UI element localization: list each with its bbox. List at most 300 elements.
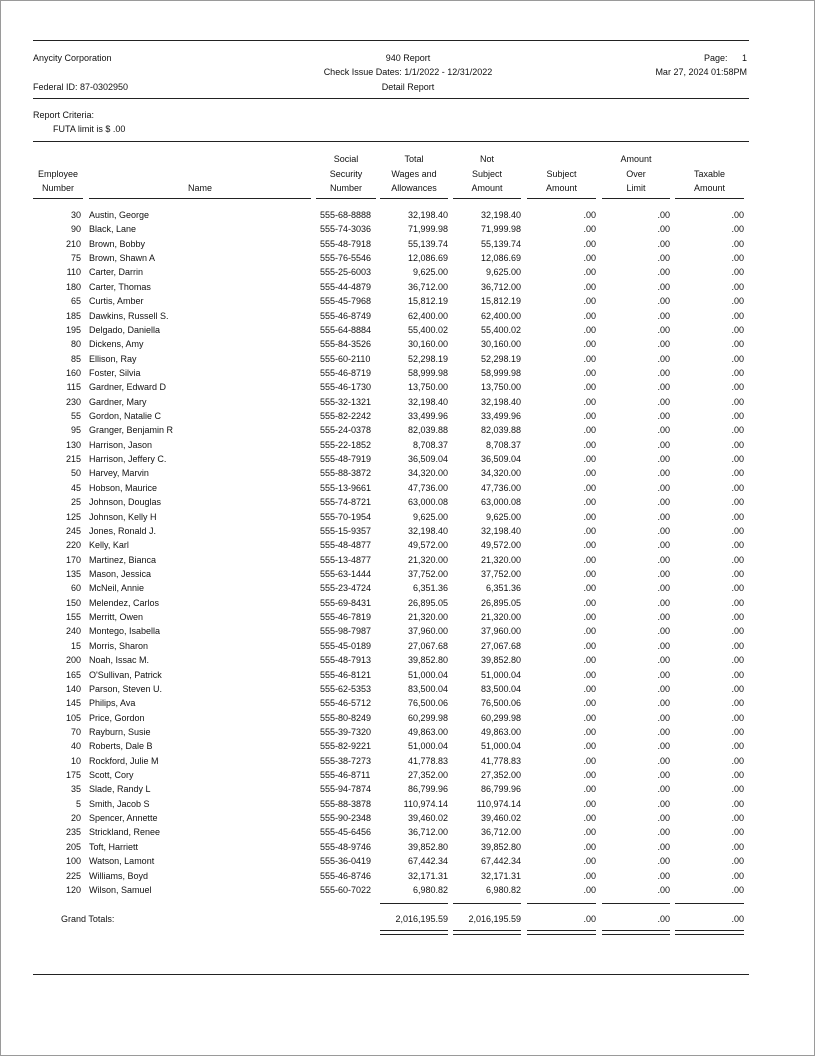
- taxable-amount: .00: [731, 798, 744, 809]
- total-wages: 8,708.37: [412, 439, 448, 450]
- total-wages: 6,980.82: [412, 884, 448, 895]
- not-subject-amount: 21,320.00: [480, 554, 521, 565]
- subject-amount: .00: [583, 382, 596, 393]
- header-total-wages: Total Wages and Allowances: [391, 154, 437, 193]
- table-row: [0, 353, 815, 367]
- table-row: [0, 496, 815, 510]
- employee-name: Morris, Sharon: [89, 640, 149, 651]
- employee-name: Harrison, Jeffery C.: [89, 454, 167, 465]
- page-number: 1: [741, 53, 747, 63]
- subject-amount: .00: [583, 568, 596, 579]
- total-wages: 51,000.04: [407, 669, 448, 680]
- subject-amount: .00: [583, 841, 596, 852]
- total-wages: 27,352.00: [407, 770, 448, 781]
- subject-amount: .00: [583, 813, 596, 824]
- ssn: 555-68-8888: [320, 210, 372, 220]
- ssn: 555-24-0378: [320, 425, 372, 436]
- ssn: 555-63-1444: [320, 568, 372, 579]
- amount-over-limit: .00: [657, 497, 670, 508]
- amount-over-limit: .00: [657, 827, 670, 838]
- table-row: [0, 238, 815, 252]
- header-name: Name: [187, 183, 212, 193]
- futa-limit: FUTA limit is $ .00: [53, 124, 126, 134]
- total-wages: 37,752.00: [407, 568, 448, 579]
- ssn: 555-80-8249: [320, 712, 372, 723]
- subject-amount: .00: [583, 482, 596, 493]
- total-wages-sum: 2,016,195.59: [395, 914, 448, 924]
- employee-number: 10: [70, 755, 81, 766]
- taxable-amount: .00: [731, 238, 744, 249]
- table-row: [0, 870, 815, 884]
- grand-totals-label: Grand Totals:: [61, 914, 115, 924]
- bottom-rule: [33, 974, 749, 975]
- table-row: [0, 381, 815, 395]
- employee-name: Wilson, Samuel: [89, 884, 152, 895]
- report-type: Detail Report: [381, 82, 435, 92]
- top-rule: [33, 40, 749, 41]
- not-subject-amount: 37,752.00: [480, 568, 521, 579]
- amount-over-limit: .00: [657, 698, 670, 709]
- total-double-rule: [675, 930, 744, 935]
- amount-over-limit: .00: [657, 770, 670, 781]
- total-wages: 63,000.08: [407, 497, 448, 508]
- amount-over-limit: .00: [657, 454, 670, 465]
- employee-name: Johnson, Kelly H: [89, 511, 157, 522]
- criteria-label: Report Criteria:: [33, 110, 95, 120]
- ssn: 555-39-7320: [320, 726, 372, 737]
- employee-name: Granger, Benjamin R: [89, 425, 174, 436]
- employee-table: [0, 209, 815, 898]
- total-wages: 15,812.19: [407, 296, 448, 307]
- employee-name: Strickland, Renee: [89, 827, 161, 838]
- not-subject-amount: 6,980.82: [485, 884, 521, 895]
- total-rule: [602, 903, 670, 904]
- subject-amount: .00: [583, 755, 596, 766]
- amount-over-limit: .00: [657, 224, 670, 235]
- ssn: 555-48-9746: [320, 841, 372, 852]
- employee-number: 135: [65, 568, 81, 579]
- employee-number: 40: [70, 741, 81, 752]
- amount-over-limit: .00: [657, 741, 670, 752]
- not-subject-amount: 67,442.34: [480, 856, 521, 867]
- employee-name: Rayburn, Susie: [89, 726, 151, 737]
- amount-over-limit: .00: [657, 482, 670, 493]
- amount-over-limit: .00: [657, 253, 670, 264]
- not-subject-amount: 60,299.98: [480, 712, 521, 723]
- taxable-amount: .00: [731, 267, 744, 278]
- employee-name: Black, Lane: [89, 224, 137, 235]
- total-wages: 34,320.00: [407, 468, 448, 479]
- employee-number: 15: [70, 640, 81, 651]
- employee-number: 175: [65, 770, 81, 781]
- amount-over-limit: .00: [657, 640, 670, 651]
- table-row: [0, 367, 815, 381]
- page-label: Page:: [704, 53, 728, 63]
- not-subject-amount: 9,625.00: [485, 267, 521, 278]
- employee-number: 230: [65, 396, 81, 407]
- employee-number: 140: [65, 683, 81, 694]
- report-title: 940 Report: [385, 53, 431, 63]
- total-double-rule: [527, 930, 596, 935]
- subject-amount: .00: [583, 425, 596, 436]
- employee-number: 240: [65, 626, 81, 637]
- employee-name: Dawkins, Russell S.: [89, 310, 169, 321]
- total-wages: 51,000.04: [407, 741, 448, 752]
- employee-number: 55: [70, 411, 81, 422]
- ssn: 555-25-6003: [320, 267, 372, 278]
- ssn: 555-84-3526: [320, 339, 372, 350]
- amount-over-limit: .00: [657, 583, 670, 594]
- ssn: 555-45-6456: [320, 827, 372, 838]
- ssn: 555-46-5712: [320, 698, 372, 709]
- not-subject-amount: 82,039.88: [480, 425, 521, 436]
- table-row: [0, 640, 815, 654]
- taxable-amount: .00: [731, 281, 744, 292]
- employee-number: 5: [75, 798, 81, 809]
- employee-name: Austin, George: [89, 210, 150, 220]
- amount-over-limit: .00: [657, 296, 670, 307]
- total-wages: 33,499.96: [407, 411, 448, 422]
- employee-name: O'Sullivan, Patrick: [89, 669, 162, 680]
- employee-name: Gardner, Edward D: [89, 382, 167, 393]
- employee-number: 170: [65, 554, 81, 565]
- ssn: 555-22-1852: [320, 439, 372, 450]
- employee-number: 75: [70, 253, 81, 264]
- employee-number: 155: [65, 612, 81, 623]
- employee-name: Curtis, Amber: [89, 296, 144, 307]
- employee-name: Montego, Isabella: [89, 626, 161, 637]
- total-wages: 27,067.68: [407, 640, 448, 651]
- subject-amount: .00: [583, 267, 596, 278]
- taxable-amount: .00: [731, 597, 744, 608]
- employee-number: 200: [65, 655, 81, 666]
- employee-number: 65: [70, 296, 81, 307]
- amount-over-limit: .00: [657, 468, 670, 479]
- taxable-amount: .00: [731, 770, 744, 781]
- not-subject-amount: 37,960.00: [480, 626, 521, 637]
- amount-over-limit: .00: [657, 525, 670, 536]
- taxable-amount: .00: [731, 339, 744, 350]
- ssn: 555-60-2110: [320, 353, 371, 364]
- taxable-amount: .00: [731, 583, 744, 594]
- not-subject-amount: 32,171.31: [480, 870, 521, 881]
- total-wages: 32,171.31: [407, 870, 448, 881]
- ssn: 555-13-9661: [320, 482, 372, 493]
- employee-number: 20: [70, 813, 81, 824]
- taxable-amount: .00: [731, 367, 744, 378]
- total-wages: 67,442.34: [407, 856, 448, 867]
- taxable-amount: .00: [731, 382, 744, 393]
- employee-number: 35: [70, 784, 81, 795]
- not-subject-amount: 71,999.98: [480, 224, 521, 235]
- employee-name: Roberts, Dale B: [89, 741, 153, 752]
- not-subject-amount: 30,160.00: [480, 339, 521, 350]
- employee-name: Foster, Silvia: [89, 367, 141, 378]
- total-wages: 36,712.00: [407, 281, 448, 292]
- subject-amount: .00: [583, 468, 596, 479]
- employee-name: Delgado, Daniella: [89, 324, 161, 335]
- not-subject-amount: 62,400.00: [480, 310, 521, 321]
- table-row: [0, 453, 815, 467]
- ssn: 555-23-4724: [320, 583, 372, 594]
- employee-name: Johnson, Douglas: [89, 497, 162, 508]
- table-row: [0, 439, 815, 453]
- amount-over-limit: .00: [657, 411, 670, 422]
- table-row: [0, 755, 815, 769]
- table-row: [0, 295, 815, 309]
- employee-number: 245: [65, 525, 81, 536]
- taxable-amount: .00: [731, 425, 744, 436]
- company-name: Anycity Corporation: [33, 53, 112, 63]
- ssn: 555-64-8884: [320, 324, 372, 335]
- date-range: Check Issue Dates: 1/1/2022 - 12/31/2022: [323, 67, 493, 77]
- table-row: [0, 568, 815, 582]
- ssn: 555-48-7918: [320, 238, 372, 249]
- ssn: 555-98-7987: [320, 626, 372, 637]
- total-wages: 76,500.06: [407, 698, 448, 709]
- employee-number: 125: [65, 511, 81, 522]
- taxable-amount: .00: [731, 698, 744, 709]
- table-row: [0, 769, 815, 783]
- subject-amount: .00: [583, 511, 596, 522]
- ssn: 555-69-8431: [320, 597, 372, 608]
- total-wages: 36,712.00: [407, 827, 448, 838]
- total-wages: 9,625.00: [412, 511, 448, 522]
- ssn: 555-82-2242: [320, 411, 372, 422]
- subject-amount: .00: [583, 253, 596, 264]
- total-wages: 86,799.96: [407, 784, 448, 795]
- ssn: 555-46-8746: [320, 870, 372, 881]
- total-wages: 26,895.05: [407, 597, 448, 608]
- amount-over-limit: .00: [657, 324, 670, 335]
- not-subject-amount: 58,999.98: [480, 367, 521, 378]
- not-subject-amount: 12,086.69: [480, 253, 521, 264]
- amount-over-limit: .00: [657, 884, 670, 895]
- employee-number: 90: [70, 224, 81, 235]
- criteria-rule: [33, 141, 749, 142]
- total-wages: 41,778.83: [407, 755, 448, 766]
- total-wages: 55,139.74: [407, 238, 448, 249]
- taxable-amount: .00: [731, 224, 744, 235]
- amount-over-limit: .00: [657, 712, 670, 723]
- employee-name: Toft, Harriett: [89, 841, 139, 852]
- total-wages: 60,299.98: [407, 712, 448, 723]
- ssn: 555-46-8749: [320, 310, 372, 321]
- header-ssn: Social Security Number: [329, 154, 363, 193]
- ssn: 555-74-8721: [320, 497, 372, 508]
- federal-id: Federal ID: 87-0302950: [33, 82, 129, 92]
- ssn: 555-36-0419: [320, 856, 372, 867]
- total-wages: 39,460.02: [407, 813, 448, 824]
- run-datetime: Mar 27, 2024 01:58PM: [655, 67, 747, 77]
- employee-number: 160: [65, 367, 81, 378]
- total-wages: 83,500.04: [407, 683, 448, 694]
- amount-over-limit: .00: [657, 798, 670, 809]
- ssn: 555-74-3036: [320, 224, 372, 235]
- employee-name: Rockford, Julie M: [89, 755, 159, 766]
- subject-amount: .00: [583, 640, 596, 651]
- table-row: [0, 597, 815, 611]
- amount-over-limit: .00: [657, 597, 670, 608]
- table-row: [0, 554, 815, 568]
- employee-number: 100: [65, 856, 81, 867]
- employee-name: Hobson, Maurice: [89, 482, 158, 493]
- employee-name: Melendez, Carlos: [89, 597, 160, 608]
- total-wages: 39,852.80: [407, 655, 448, 666]
- amount-over-limit: .00: [657, 856, 670, 867]
- amount-over-limit: .00: [657, 626, 670, 637]
- employee-number: 220: [65, 540, 81, 551]
- not-subject-amount: 27,067.68: [480, 640, 521, 651]
- total-wages: 47,736.00: [407, 482, 448, 493]
- employee-number: 225: [65, 870, 81, 881]
- table-row: [0, 209, 815, 223]
- taxable-amount: .00: [731, 468, 744, 479]
- total-double-rule: [602, 930, 670, 935]
- taxable-amount: .00: [731, 870, 744, 881]
- total-wages: 6,351.36: [412, 583, 448, 594]
- header-subject: Subject Amount: [545, 168, 578, 193]
- taxable-amount: .00: [731, 497, 744, 508]
- subject-amount: .00: [583, 439, 596, 450]
- total-wages: 21,320.00: [407, 554, 448, 565]
- employee-name: Mason, Jessica: [89, 568, 152, 579]
- employee-number: 80: [70, 339, 81, 350]
- ssn: 555-88-3878: [320, 798, 372, 809]
- taxable-amount: .00: [731, 482, 744, 493]
- subject-amount: .00: [583, 626, 596, 637]
- not-subject-amount: 32,198.40: [480, 525, 521, 536]
- amount-over-limit: .00: [657, 841, 670, 852]
- total-wages: 49,572.00: [407, 540, 448, 551]
- not-subject-amount: 86,799.96: [480, 784, 521, 795]
- not-subject-amount: 33,499.96: [480, 411, 521, 422]
- employee-name: Parson, Steven U.: [89, 683, 163, 694]
- employee-number: 215: [65, 454, 81, 465]
- ssn: 555-46-8711: [320, 770, 371, 781]
- subject-amount: .00: [583, 540, 596, 551]
- taxable-amount: .00: [731, 755, 744, 766]
- not-subject-amount: 32,198.40: [480, 210, 521, 220]
- total-wages: 62,400.00: [407, 310, 448, 321]
- taxable-amount: .00: [731, 525, 744, 536]
- table-row: [0, 396, 815, 410]
- total-wages: 71,999.98: [407, 224, 448, 235]
- ssn: 555-46-8121: [320, 669, 372, 680]
- not-subject-amount: 47,736.00: [480, 482, 521, 493]
- taxable-amount: .00: [731, 439, 744, 450]
- employee-number: 195: [65, 324, 81, 335]
- employee-number: 110: [66, 267, 81, 278]
- not-subject-amount: 6,351.36: [485, 583, 521, 594]
- table-row: [0, 726, 815, 740]
- amount-over-limit: .00: [657, 813, 670, 824]
- not-subject-amount: 34,320.00: [480, 468, 521, 479]
- taxable-amount: .00: [731, 554, 744, 565]
- ssn: 555-38-7273: [320, 755, 372, 766]
- table-row: [0, 582, 815, 596]
- table-row: [0, 252, 815, 266]
- not-subject-amount: 55,139.74: [480, 238, 521, 249]
- employee-name: Gordon, Natalie C: [89, 411, 162, 422]
- total-wages: 110,974.14: [403, 798, 448, 809]
- employee-number: 115: [66, 382, 81, 393]
- subject-amount: .00: [583, 525, 596, 536]
- employee-number: 205: [65, 841, 81, 852]
- employee-number: 180: [65, 281, 81, 292]
- header-underline: [33, 198, 83, 199]
- total-rule: [380, 903, 448, 904]
- taxable-amount: .00: [731, 411, 744, 422]
- total-double-rule: [453, 930, 521, 935]
- total-wages: 58,999.98: [407, 367, 448, 378]
- amount-over-limit: .00: [657, 425, 670, 436]
- subject-amount: .00: [583, 856, 596, 867]
- subject-amount: .00: [583, 210, 596, 220]
- subject-amount: .00: [583, 683, 596, 694]
- subject-amount: .00: [583, 698, 596, 709]
- header-employee-number: Employee Number: [37, 168, 79, 193]
- table-row: [0, 783, 815, 797]
- table-row: [0, 281, 815, 295]
- table-row: [0, 424, 815, 438]
- taxable-amount: .00: [731, 813, 744, 824]
- employee-name: Noah, Issac M.: [89, 655, 150, 666]
- amount-over-limit: .00: [657, 669, 670, 680]
- employee-name: Carter, Darrin: [89, 267, 144, 278]
- amount-over-limit: .00: [657, 210, 670, 220]
- amount-over-limit: .00: [657, 367, 670, 378]
- total-wages: 52,298.19: [407, 353, 448, 364]
- amount-over-limit: .00: [657, 554, 670, 565]
- subject-amount: .00: [583, 281, 596, 292]
- employee-name: Smith, Jacob S: [89, 798, 150, 809]
- amount-over-limit: .00: [657, 612, 670, 623]
- total-wages: 32,198.40: [407, 396, 448, 407]
- total-wages: 30,160.00: [407, 339, 448, 350]
- amount-over-limit: .00: [657, 683, 670, 694]
- ssn: 555-46-1730: [320, 382, 372, 393]
- not-subject-amount: 26,895.05: [480, 597, 521, 608]
- header-underline: [316, 198, 376, 199]
- employee-name: Slade, Randy L: [89, 784, 151, 795]
- not-subject-amount: 27,352.00: [480, 770, 521, 781]
- ssn: 555-70-1954: [320, 511, 372, 522]
- table-row: [0, 669, 815, 683]
- not-subject-amount: 36,712.00: [480, 281, 521, 292]
- taxable-amount: .00: [731, 454, 744, 465]
- header-underline: [453, 198, 521, 199]
- employee-number: 210: [65, 238, 81, 249]
- ssn: 555-48-7919: [320, 454, 372, 465]
- employee-name: Watson, Lamont: [89, 856, 155, 867]
- amount-over-limit: .00: [657, 238, 670, 249]
- taxable-amount: .00: [731, 655, 744, 666]
- not-subject-amount: 39,852.80: [480, 841, 521, 852]
- amount-over-limit: .00: [657, 353, 670, 364]
- not-subject-amount: 39,460.02: [480, 813, 521, 824]
- table-row: [0, 467, 815, 481]
- amount-over-limit: .00: [657, 267, 670, 278]
- subject-amount: .00: [583, 339, 596, 350]
- employee-number: 185: [65, 310, 81, 321]
- table-row: [0, 712, 815, 726]
- taxable-amount: .00: [731, 612, 744, 623]
- table-row: [0, 310, 815, 324]
- employee-number: 120: [65, 884, 81, 895]
- header-taxable: Taxable Amount: [693, 168, 726, 193]
- employee-name: Ellison, Ray: [89, 353, 137, 364]
